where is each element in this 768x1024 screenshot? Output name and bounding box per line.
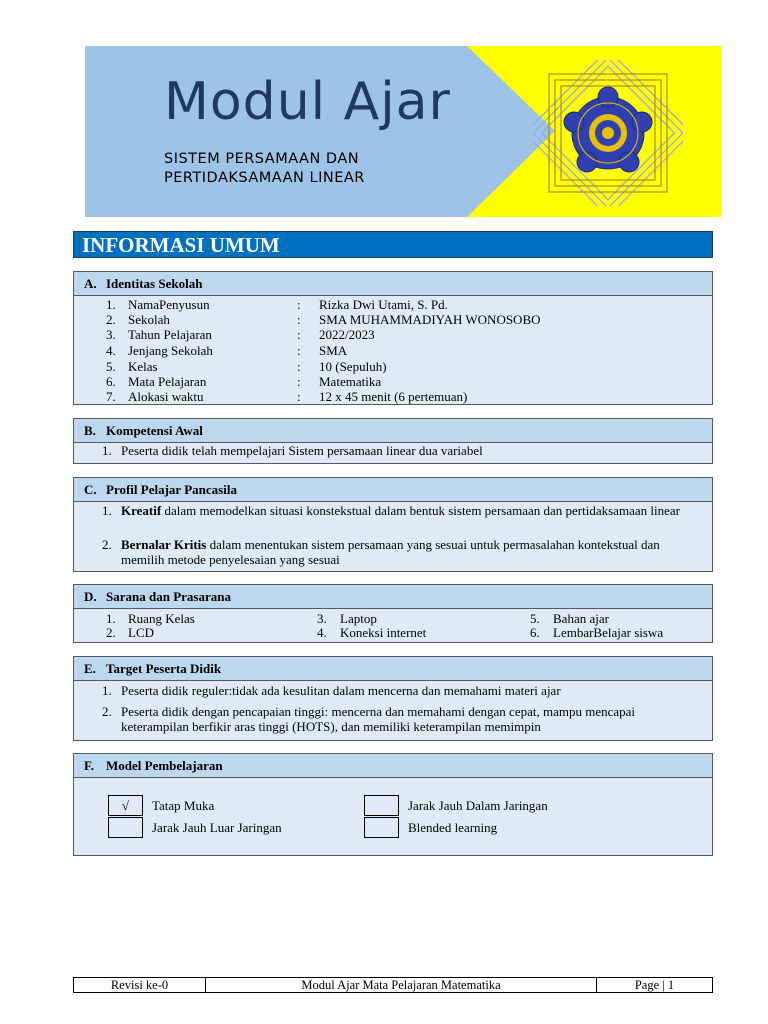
list-item-number: 2. <box>102 537 112 552</box>
row-value: SMA MUHAMMADIYAH WONOSOBO <box>319 312 541 327</box>
section-header <box>74 272 712 296</box>
section-title: Target Peserta Didik <box>106 661 222 676</box>
page-footer <box>73 977 713 993</box>
checkbox-label: Blended learning <box>408 820 498 835</box>
row-number: 1. <box>106 297 116 312</box>
row-label: Alokasi waktu <box>128 389 204 404</box>
list-item: LCD <box>128 625 154 640</box>
section-target-peserta-didik <box>73 656 713 741</box>
header-banner <box>85 46 721 217</box>
section-header <box>74 657 712 681</box>
list-item-number: 2. <box>106 625 116 640</box>
section-title: Profil Pelajar Pancasila <box>106 482 237 497</box>
section-title: Identitas Sekolah <box>106 276 203 291</box>
checkbox-tatap-muka[interactable]: √ <box>108 795 143 816</box>
list-item-number: 2. <box>102 704 112 719</box>
info-header-title: INFORMASI UMUM <box>82 233 280 257</box>
section-header <box>74 419 712 443</box>
section-title: Kompetensi Awal <box>106 423 203 438</box>
document-subtitle-line2: PERTIDAKSAMAAN LINEAR <box>164 170 365 186</box>
row-separator: : <box>297 312 301 327</box>
row-value: 2022/2023 <box>319 327 375 342</box>
section-sarana-prasarana <box>73 584 713 643</box>
section-title: Sarana dan Prasarana <box>106 589 231 604</box>
row-number: 4. <box>106 343 116 358</box>
row-separator: : <box>297 327 301 342</box>
list-item-number: 1. <box>102 443 112 458</box>
row-label: Jenjang Sekolah <box>128 343 213 358</box>
list-item-keyword: Kreatif <box>121 503 162 518</box>
row-number: 7. <box>106 389 116 404</box>
checkbox-label: Tatap Muka <box>152 798 215 813</box>
row-number: 6. <box>106 374 116 389</box>
list-item: LembarBelajar siswa <box>553 625 664 640</box>
list-item-number: 1. <box>106 611 116 626</box>
section-header <box>74 585 712 609</box>
row-number: 2. <box>106 312 116 327</box>
checkbox-blended-learning[interactable] <box>364 817 399 838</box>
school-emblem-icon <box>533 60 683 206</box>
row-label: Tahun Pelajaran <box>128 327 212 342</box>
list-item: Peserta didik telah mempelajari Sistem persamaan linear dua variabel <box>121 443 483 458</box>
row-label: Kelas <box>128 359 158 374</box>
list-item: Bahan ajar <box>553 611 609 626</box>
section-letter: E. <box>84 661 96 676</box>
list-item-number: 1. <box>102 683 112 698</box>
section-identitas-sekolah <box>73 271 713 405</box>
list-item: Peserta didik dengan pencapaian tinggi: mencerna dan memahami dengan cepat, mampu mencapai keterampilan berfikir aras tinggi (HOTS), dan memiliki keterampilan memimpin <box>121 704 636 734</box>
section-model-pembelajaran <box>73 753 713 856</box>
row-number: 5. <box>106 359 116 374</box>
list-item-number: 4. <box>317 625 327 640</box>
row-separator: : <box>297 297 301 312</box>
document-subtitle-line1: SISTEM PERSAMAAN DAN <box>164 151 360 167</box>
checkbox-jarak-jauh-luar-jaringan[interactable] <box>108 817 143 838</box>
list-item-text: dalam memodelkan situasi konstekstual dalam bentuk sistem persamaan dan pertidaksamaan linear <box>161 503 680 518</box>
row-number: 3. <box>106 327 116 342</box>
checkbox-label: Jarak Jauh Luar Jaringan <box>152 820 282 835</box>
list-item-number: 1. <box>102 503 112 518</box>
list-item <box>121 537 706 567</box>
row-separator: : <box>297 343 301 358</box>
footer-page-number: Page | 1 <box>634 978 675 992</box>
row-label: Sekolah <box>128 312 170 327</box>
row-separator: : <box>297 359 301 374</box>
list-item: Koneksi internet <box>340 625 427 640</box>
section-header <box>74 478 712 502</box>
row-label: NamaPenyusun <box>128 297 210 312</box>
list-item-text: dalam menentukan sistem persamaan yang sesuai untuk permasalahan kontekstual dan memilih metode penyelesaian yang sesuai <box>121 537 660 567</box>
list-item: Ruang Kelas <box>128 611 195 626</box>
list-item: Peserta didik reguler:tidak ada kesulitan dalam mencerna dan memahami materi ajar <box>121 683 561 698</box>
checkbox-label: Jarak Jauh Dalam Jaringan <box>408 798 548 813</box>
section-profil-pelajar-pancasila <box>73 477 713 572</box>
row-value: Matematika <box>319 374 382 389</box>
list-item-number: 5. <box>530 611 540 626</box>
row-value: Rizka Dwi Utami, S. Pd. <box>319 297 448 312</box>
row-value: 12 x 45 menit (6 pertemuan) <box>319 389 468 404</box>
section-letter: F. <box>84 758 94 773</box>
checkbox-jarak-jauh-dalam-jaringan[interactable] <box>364 795 399 816</box>
footer-revision: Revisi ke-0 <box>74 978 206 992</box>
row-separator: : <box>297 374 301 389</box>
list-item: Laptop <box>340 611 377 626</box>
list-item-keyword: Bernalar Kritis <box>121 537 207 552</box>
list-item <box>121 503 706 518</box>
row-label: Mata Pelajaran <box>128 374 207 389</box>
section-title: Model Pembelajaran <box>106 758 223 773</box>
section-letter: D. <box>84 589 97 604</box>
list-item-number: 3. <box>317 611 327 626</box>
section-letter: A. <box>84 276 97 291</box>
row-separator: : <box>297 389 301 404</box>
section-header <box>74 754 712 778</box>
footer-title: Modul Ajar Mata Pelajaran Matematika <box>206 978 597 992</box>
section-kompetensi-awal <box>73 418 713 464</box>
document-title: Modul Ajar <box>164 72 451 132</box>
section-letter: B. <box>84 423 96 438</box>
section-letter: C. <box>84 482 97 497</box>
row-value: SMA <box>319 343 348 358</box>
list-item-number: 6. <box>530 625 540 640</box>
row-value: 10 (Sepuluh) <box>319 359 387 374</box>
section-header-informasi-umum <box>73 231 713 258</box>
